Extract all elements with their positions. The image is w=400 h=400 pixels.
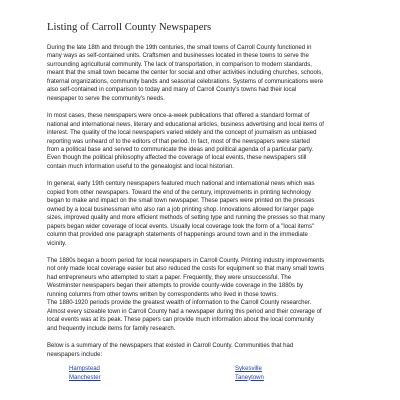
weekly-publications-paragraph: In most cases, these newspapers were once-a-week publications that offered a standard format of national and international news, literary and educational articles, business advertising and local items of interest. The quality of the local newspapers varied widely and the concept of journalism as unbiased reporting was unheard of to the editors of that period. In fact, most of the newspapers were started from a political base and served to communicate the ideas and political agenda of a particular party. Even though the political philosophy affected the coverage of local events, these newspapers still contain much information useful to the genealogist and local historian. <box>47 113 324 170</box>
page-title: Listing of Carroll County Newspapers <box>47 22 212 33</box>
summary-paragraph: Below is a summary of the newspapers that existed in Carroll County. Communities that had newspapers include: <box>47 343 294 358</box>
town-link-taneytown[interactable]: Taneytown <box>235 374 264 381</box>
printing-technology-paragraph: In general, early 19th century newspapers featured much national and international news which was copied from other newspapers. Toward the end of the century, improvements in printing technology began to make and impact on the small town newspaper. These papers were printed on the presses owned by a local businessman who also ran a job printing shop. Innovations allowed for larger page sizes, improved quality and more efficient methods of setting type and running the presses so that many papers began wider coverage of local events. Usually local coverage took the form of a "local items" column that provided one paragraph statements of happenings around town and in the immediate vicinity. <box>47 181 325 247</box>
town-links-right-column <box>235 365 264 382</box>
town-links-left-column <box>69 365 101 382</box>
intro-paragraph: During the late 18th and through the 19th centuries, the small towns of Carroll County functioned in many ways as self-contained units. Craftsmen and businesses located in these towns to serve the surrounding agricultural community. The lack of transportation, in comparison to modern standards, meant that the small town became the center for social and other activities including churches, schools, fraternal organizations, community bands and seasonal celebrations. Systems of communications were also self-contained in comparison to today and many of Carroll County's towns had their local newspaper to serve the community's needs. <box>47 45 323 102</box>
town-link-manchester[interactable]: Manchester <box>69 374 101 381</box>
town-link-sykesville[interactable]: Sykesville <box>235 365 262 372</box>
boom-period-paragraph: The 1880s began a boom period for local newspapers in Carroll County. Printing industry improvements not only made local coverage easier but also reduced the costs for equipment so that many small towns had entrepreneurs who attempted to start a paper. Frequently, they were unsuccessful. The Westminster newspapers began their attempts to provide county-wide coverage in the 1880s by running columns from other towns written by correspondents who lived in those towns. The 1880-1920 periods provide the greatest wealth of information to the Carroll County researcher. Almost every sizeable town in Carroll County had a newspaper during this period and their coverage of local events was at its peak. These papers can provide much information about the local community and frequently include items for family research. <box>47 257 325 332</box>
town-link-hampstead[interactable]: Hampstead <box>69 365 100 372</box>
